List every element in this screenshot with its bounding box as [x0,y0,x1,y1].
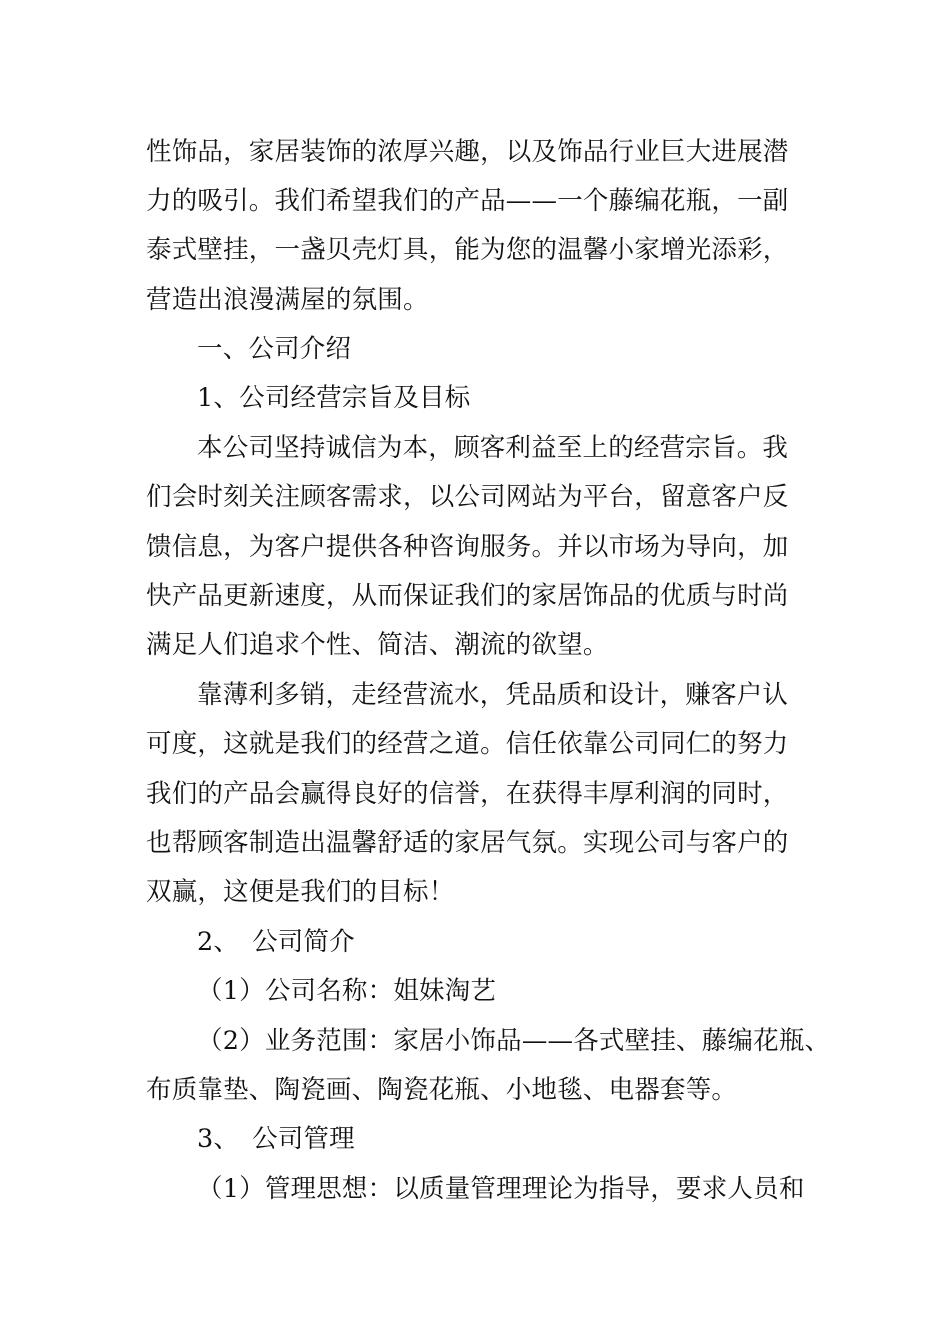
subsection-heading: 2、 公司简介 [197,927,355,957]
paragraph-line: 性饰品，家居装饰的浓厚兴趣，以及饰品行业巨大进展潜 [146,137,789,167]
paragraph-line: 也帮顾客制造出温馨舒适的家居气氛。实现公司与客户的 [146,828,789,858]
paragraph-line: 馈信息，为客户提供各种咨询服务。并以市场为导向，加 [146,532,789,562]
paragraph-line: 营造出浪漫满屋的氛围。 [146,285,429,315]
section-heading: 一、公司介绍 [197,334,352,364]
paragraph-line: 力的吸引。我们希望我们的产品——一个藤编花瓶，一副 [146,186,789,216]
subsection-heading: 3、 公司管理 [197,1124,355,1154]
list-item-continuation: 布质靠垫、陶瓷画、陶瓷花瓶、小地毯、电器套等。 [146,1075,738,1105]
paragraph-line: 双赢，这便是我们的目标！ [146,877,455,907]
list-item: （2）业务范围：家居小饰品——各式壁挂、藤编花瓶、 [197,1026,831,1056]
subsection-heading: 1、公司经营宗旨及目标 [197,383,471,413]
list-item: （1）管理思想：以质量管理理论为指导，要求人员和 [197,1174,805,1204]
paragraph-line: 可度，这就是我们的经营之道。信任依靠公司同仁的努力 [146,729,789,759]
paragraph-line: 我们的产品会赢得良好的信誉，在获得丰厚利润的同时， [146,779,789,809]
paragraph-line: 泰式壁挂，一盏贝壳灯具，能为您的温馨小家增光添彩， [146,235,789,265]
paragraph-line: 们会时刻关注顾客需求，以公司网站为平台，留意客户反 [146,482,789,512]
paragraph-line: 快产品更新速度，从而保证我们的家居饰品的优质与时尚 [146,581,789,611]
list-item: （1）公司名称：姐妹淘艺 [197,976,497,1006]
paragraph-line: 本公司坚持诚信为本，顾客利益至上的经营宗旨。我 [197,433,789,463]
paragraph-line: 满足人们追求个性、简洁、潮流的欲望。 [146,630,609,660]
paragraph-line: 靠薄利多销，走经营流水，凭品质和设计，赚客户认 [197,680,789,710]
